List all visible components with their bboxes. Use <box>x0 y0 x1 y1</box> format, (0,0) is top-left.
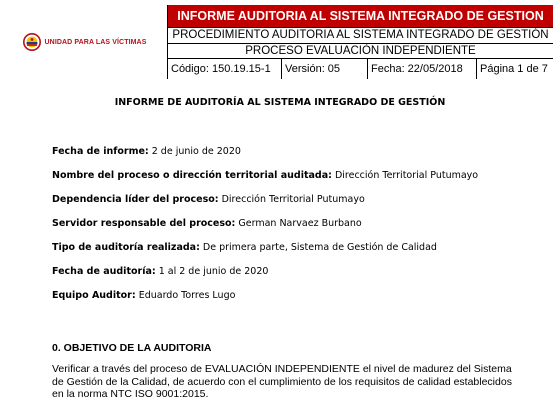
document-meta-row <box>168 59 554 79</box>
field-value: Eduardo Torres Lugo <box>135 290 236 301</box>
field-label: Nombre del proceso o dirección territorial auditada: <box>52 170 332 181</box>
page-indicator: Página 1 de 7 <box>480 63 548 76</box>
field-value: De primera parte, Sistema de Gestión de Calidad <box>199 242 437 253</box>
field-audited-process <box>52 170 478 181</box>
document-code: Código: 150.19.15-1 <box>168 59 282 79</box>
field-lead-dependency <box>52 194 365 205</box>
document-version: Versión: 05 <box>282 59 368 79</box>
field-value: Dirección Territorial Putumayo <box>218 194 365 205</box>
unidad-victimas-logo <box>2 33 167 51</box>
process-title: PROCESO EVALUACIÒN INDEPENDIENTE <box>245 44 476 57</box>
field-responsible-official <box>52 218 362 229</box>
document-header-table <box>2 5 553 79</box>
field-audit-team <box>52 290 235 301</box>
logo-cell <box>2 5 168 79</box>
field-value: 1 al 2 de junio de 2020 <box>155 266 269 277</box>
procedure-title: PROCEDIMIENTO AUDITORIA AL SISTEMA INTEGRADO DE GESTIÓN <box>168 28 554 44</box>
field-label: Fecha de informe: <box>52 146 149 157</box>
objective-paragraph: Verificar a través del proceso de EVALUACIÓN INDEPENDIENTE el nivel de madurez del Sistema de Gestión de la Calidad, de acuerdo con el cumplimiento de los requisitos de calidad establecidos en la norma NTC ISO 9001:2015. <box>52 363 512 400</box>
report-title-bar: INFORME AUDITORIA AL SISTEMA INTEGRADO DE GESTION <box>168 5 554 28</box>
field-label: Tipo de auditoría realizada: <box>52 242 200 253</box>
section-heading-objective: 0. OBJETIVO DE LA AUDITORIA <box>52 342 212 354</box>
field-value: 2 de junio de 2020 <box>148 146 241 157</box>
document-date: Fecha: 22/05/2018 <box>368 59 477 79</box>
field-label: Servidor responsable del proceso: <box>52 218 236 229</box>
field-report-date <box>52 146 241 157</box>
field-label: Dependencia líder del proceso: <box>52 194 219 205</box>
field-value: Dirección Territorial Putumayo <box>331 170 479 181</box>
field-audit-date <box>52 266 268 277</box>
colombia-seal-icon <box>23 33 41 51</box>
field-label: Fecha de auditoría: <box>52 266 156 277</box>
field-audit-type <box>52 242 437 253</box>
field-label: Equipo Auditor: <box>52 290 136 301</box>
document-title: INFORME DE AUDITORÍA AL SISTEMA INTEGRADO DE GESTIÓN <box>114 97 446 108</box>
field-value: German Narvaez Burbano <box>235 218 362 229</box>
logo-text: UNIDAD PARA LAS VÍCTIMAS <box>44 38 147 46</box>
